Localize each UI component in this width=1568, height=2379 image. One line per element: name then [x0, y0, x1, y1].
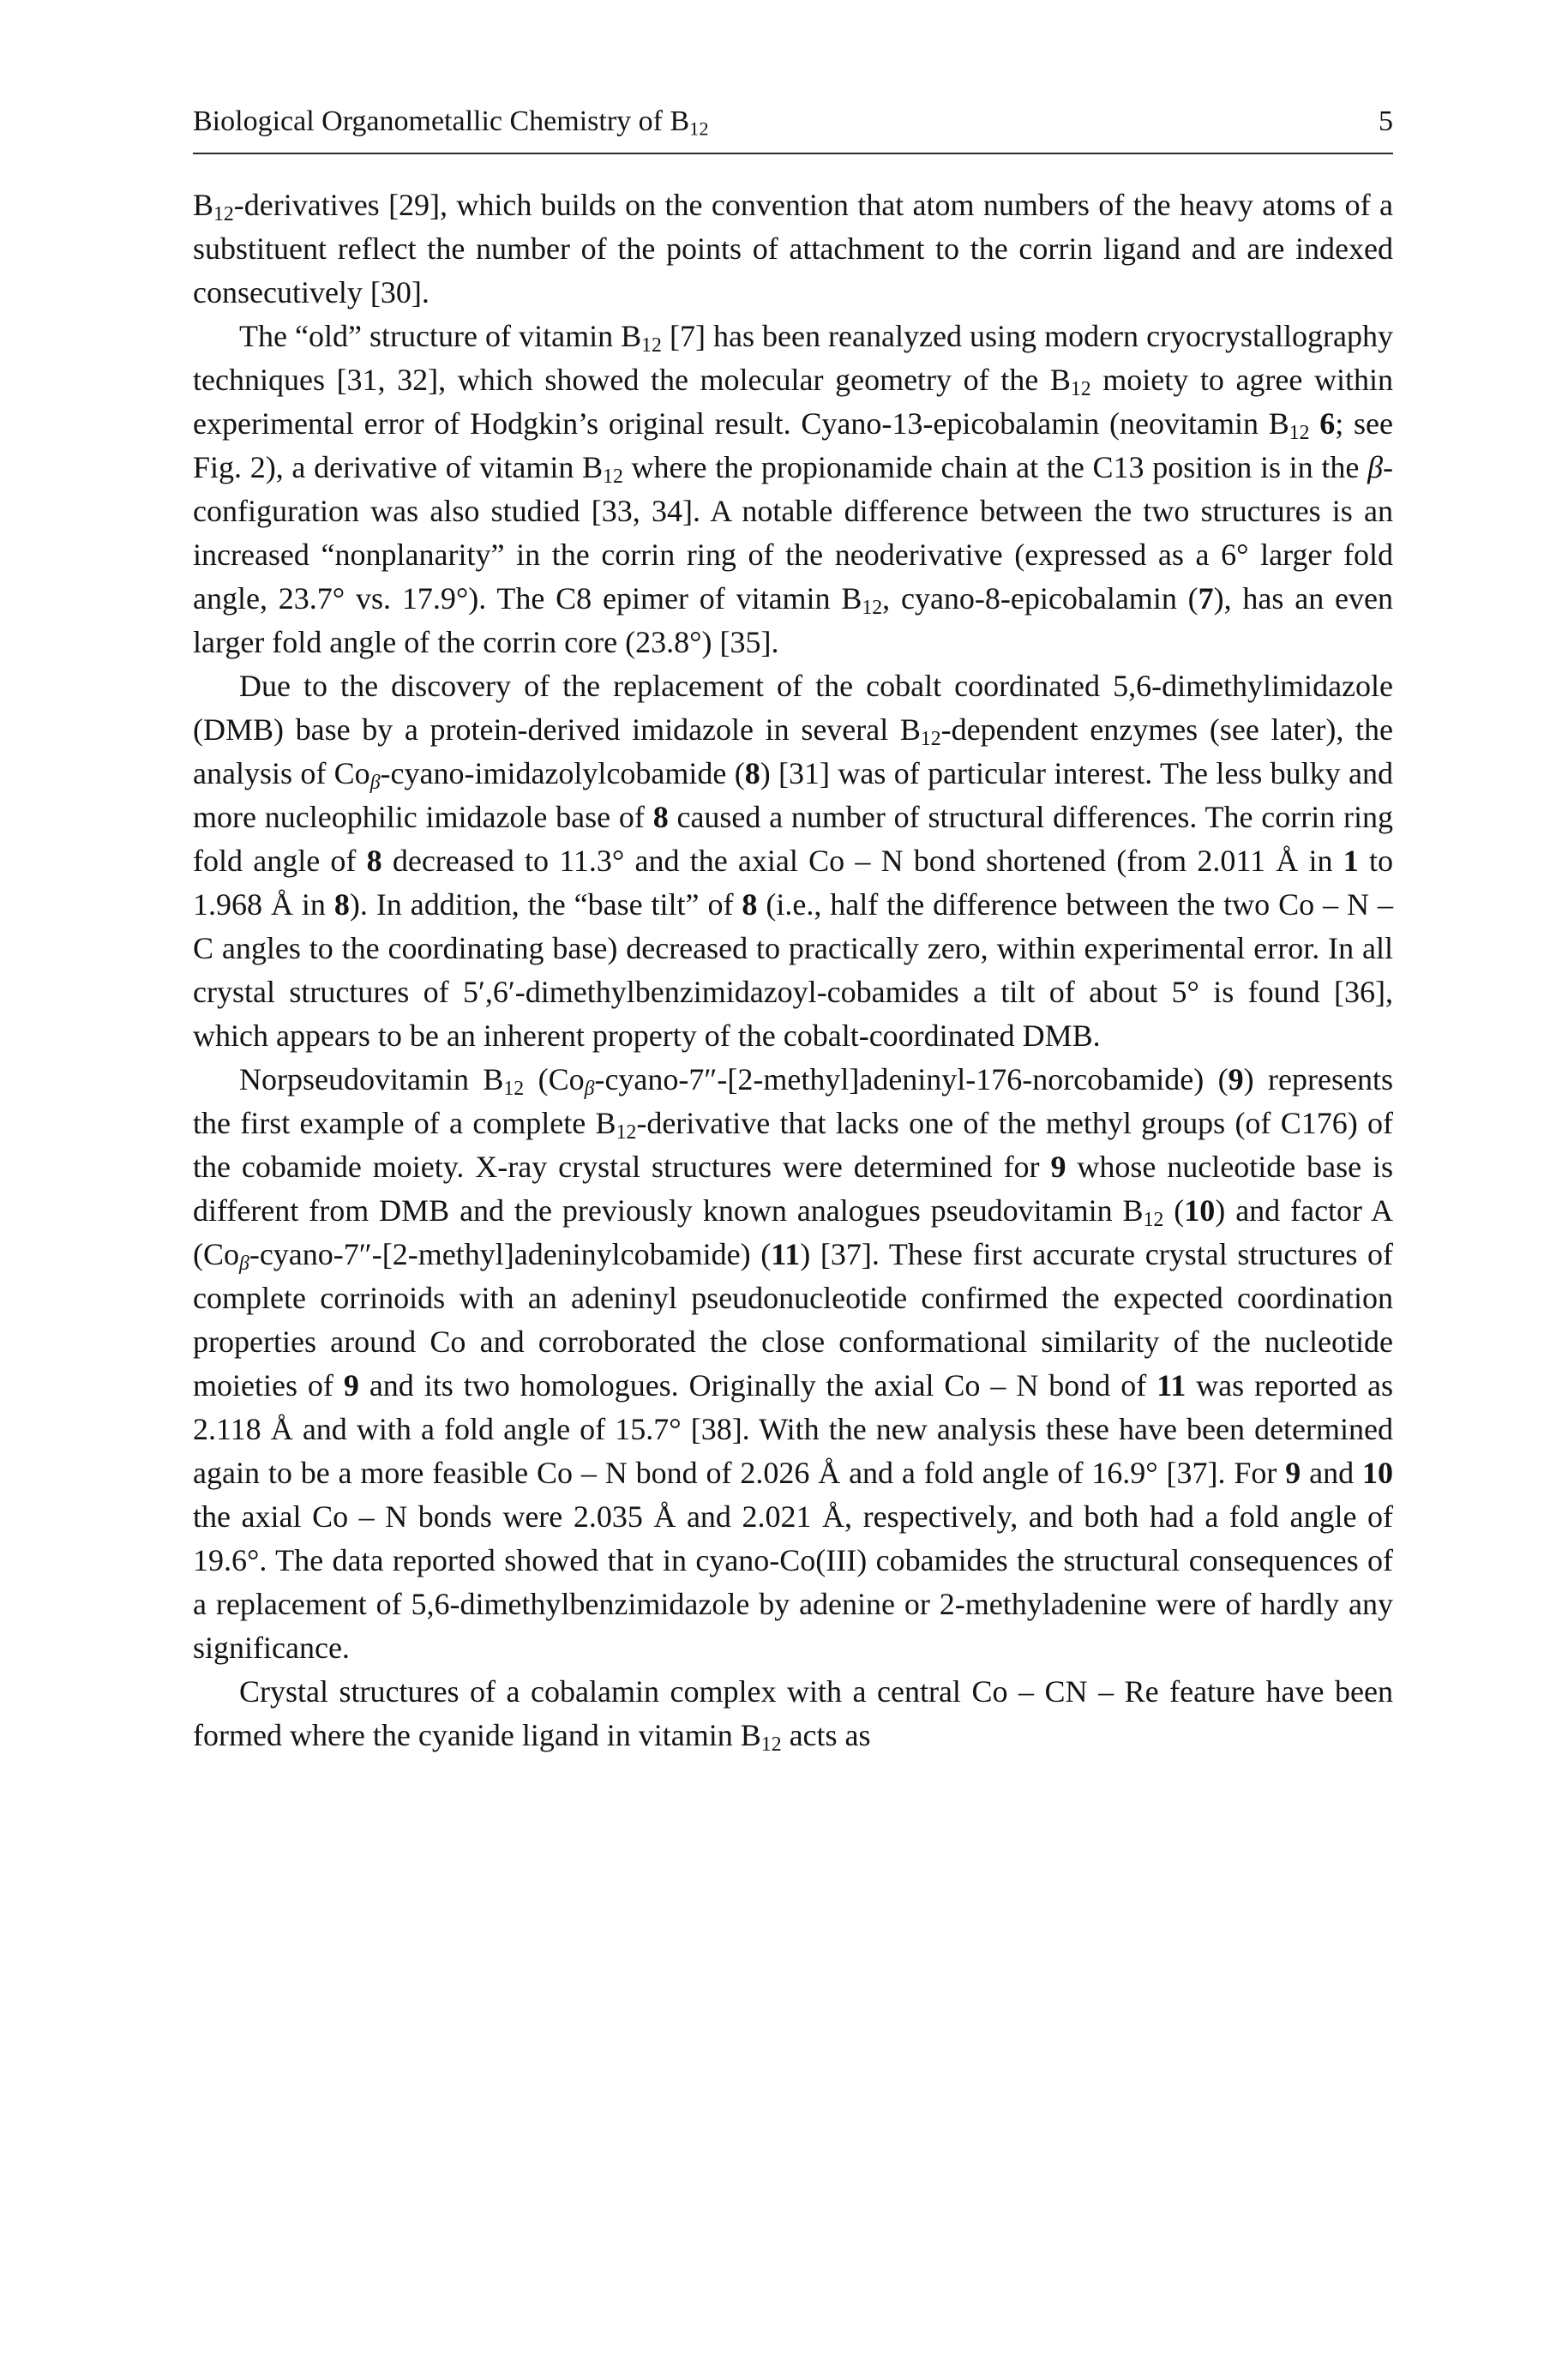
italic-run [369, 756, 381, 794]
bold-run: 8 [652, 800, 669, 834]
subscript-run: 12 [213, 202, 234, 225]
subscript-run: 12 [603, 465, 623, 488]
bold-run: 9 [1050, 1150, 1066, 1184]
subscript-run: 12 [1143, 1208, 1164, 1231]
bold-run: 9 [1228, 1062, 1244, 1096]
subscript-run: 12 [760, 1733, 782, 1756]
subscript-run: 12 [1070, 377, 1091, 400]
subscript-run: β [369, 771, 381, 794]
subscript-run: β [584, 1077, 595, 1100]
italic-run [584, 1062, 595, 1100]
subscript-run: 12 [641, 333, 662, 357]
header-rule [193, 153, 1393, 154]
bold-run: 11 [1156, 1368, 1187, 1403]
subscript-run: 12 [503, 1077, 525, 1100]
subscript-run: 12 [689, 117, 709, 140]
bold-run: 8 [333, 887, 350, 922]
bold-run: 9 [343, 1368, 359, 1403]
italic-run: β [1367, 450, 1383, 484]
subscript-run: 12 [862, 596, 883, 619]
running-title: Biological Organometallic Chemistry of $B_{12}$ [193, 105, 709, 140]
bold-run: 7 [1198, 581, 1214, 616]
subscript-run: β [239, 1252, 249, 1275]
page-body [193, 183, 1393, 1757]
italic-run [239, 1237, 249, 1275]
bold-run: 9 [1285, 1456, 1301, 1490]
bold-run: 8 [366, 844, 382, 878]
paragraph: $B_{12}$-derivatives [29], which builds on the convention that atom numbers of the heavy atoms of a substituent reflect the number of the points of attachment to the corrin ligand and are indexed consecutively [30]. [193, 188, 1393, 309]
subscript-run: 12 [1289, 421, 1310, 444]
subscript-run: 12 [920, 727, 941, 750]
page-number: 5 [1379, 105, 1393, 137]
page-header [193, 105, 1393, 153]
bold-run: 11 [771, 1237, 801, 1271]
bold-run: 8 [744, 756, 760, 790]
subscript-run: 12 [616, 1120, 637, 1144]
bold-run: 1 [1343, 844, 1359, 878]
paragraph: Crystal structures of a cobalamin complex with a central Co – CN – Re feature have been formed where the cyanide ligand in vitamin $B_{12}$ acts as [193, 1674, 1393, 1756]
bold-run: 8 [742, 887, 758, 922]
paragraph: Due to the discovery of the replacement of the cobalt coordinated 5,6-dimethylimidazole (DMB) base by a protein-derived imidazole in several $B_{12}$-dependent enzymes (see later), the analysis of $Co_\beta-cyano$-imidazolylcobamide (8) [31] was of particular interest. The less bulky and more nucleophilic imidazole base of 8 caused a number of structural differences. The corrin ring fold angle of 8 decreased to 11.3° and the axial Co – N bond shortened (from 2.011 Å in 1 to 1.968 Å in 8). In addition, the “base tilt” of 8 (i.e., half the difference between the two Co – N – C angles to the coordinating base) decreased to practically zero, within experimental error. In all crystal structures of 5′,6′-dimethylbenzimidazoyl-cobamides a tilt of about 5° is found [36], which appears to be an inherent property of the cobalt-coordinated DMB. [193, 669, 1394, 1053]
paragraph: Norpseudovitamin $B_{12}$ $(Co_\beta-cyano-7''-[2-methyl]adeninyl-176-norcobamide)$ (9) represents the first example of a complete $B_{12}$-derivative that lacks one of the methyl groups (of C176) of the cobamide moiety. X-ray crystal structures were determined for 9 whose nucleotide base is different from DMB and the previously known analogues pseudovitamin $B_{12}$ (10) and factor A $(Co_\beta-cyano-7''-[2-methyl]adeninylcobamide)$ (11) [37]. These first accurate crystal structures of complete corrinoids with an adeninyl pseudonucleotide confirmed the expected coordination properties around Co and corroborated the close conformational similarity of the nucleotide moieties of 9 and its two homologues. Originally the axial Co – N bond of 11 was reported as 2.118 Å and with a fold angle of 15.7° [38]. With the new analysis these have been determined again to be a more feasible Co – N bond of 2.026 Å and a fold angle of 16.9° [37]. For 9 and 10 the axial Co – N bonds were 2.035 Å and 2.021 Å, respectively, and both had a fold angle of 19.6°. The data reported showed that in cyano-Co(III) cobamides the structural consequences of a replacement of 5,6-dimethylbenzimidazole by adenine or 2-methyladenine were of hardly any significance. [193, 1062, 1393, 1665]
bold-run: 10 [1184, 1193, 1216, 1228]
bold-run: 10 [1362, 1456, 1393, 1490]
paragraph: The “old” structure of vitamin $B_{12}$ [7] has been reanalyzed using modern cryocrystallography techniques [31, 32], which showed the molecular geometry of the $B_{12}$ moiety to agree within experimental error of Hodgkin’s original result. Cyano-13-epicobalamin (neovitamin $B_{12}$ 6; see Fig. 2), a derivative of vitamin $B_{12}$ where the propionamide chain at the C13 position is in the β-configuration was also studied [33, 34]. A notable difference between the two structures is an increased “nonplanarity” in the corrin ring of the neoderivative (expressed as a 6° larger fold angle, 23.7° vs. 17.9°). The C8 epimer of vitamin $B_{12}$, cyano-8-epicobalamin (7), has an even larger fold angle of the corrin core (23.8°) [35]. [193, 319, 1393, 659]
page-content [193, 105, 1393, 1757]
bold-run: 6 [1319, 406, 1336, 441]
